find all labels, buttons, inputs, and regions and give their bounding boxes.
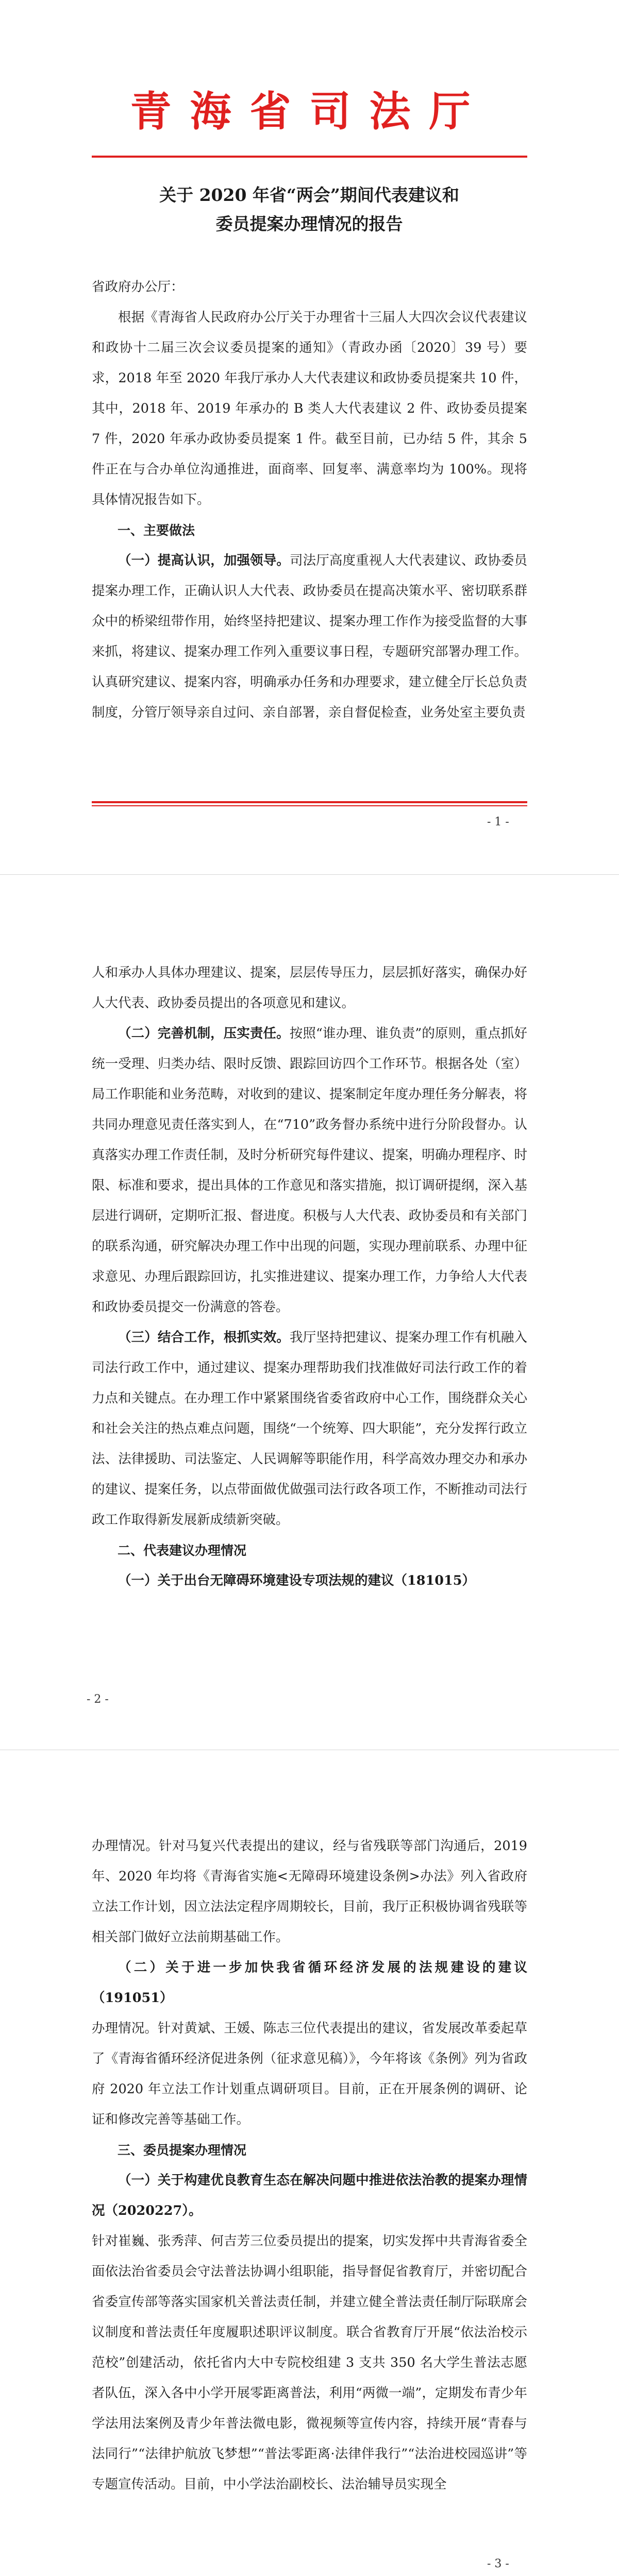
page-1	[0, 0, 619, 873]
subheading-2-2: （二）关于进一步加快我省循环经济发展的法规建设的建议（191051）	[92, 1960, 527, 2006]
document-title-line-2: 委员提案办理情况的报告	[215, 214, 403, 234]
paragraph-1-1-text: 司法厅高度重视人大代表建议、政协委员提案办理工作，正确认识人大代表、政协委员在提高决策水平、密切联系群众中的桥梁纽带作用，始终坚持把建议、提案办理工作作为接受监督的大事来抓，将建议、提案办理工作列入重要议事日程，专题研究部署办理工作。认真研究建议、提案内容，明确承办任务和办理要求，建立健全厅长总负责制度，分管厅领导亲自过问、亲自部署，亲自督促检查，业务处室主要负责	[92, 553, 527, 720]
paragraph-2-1-text: 办理情况。针对马复兴代表提出的建议，经与省残联等部门沟通后，2019 年、2020 年均将《青海省实施<无障碍环境建设条例>办法》列入省政府立法工作计划，因立法法定程序周期较长，目前，我厅正积极协调省残联等相关部门做好立法前期基础工作。	[92, 1838, 527, 1945]
section-heading-3: 三、委员提案办理情况	[118, 2143, 247, 2158]
paragraph-1-3-text: 我厅坚持把建议、提案办理工作有机融入司法行政工作中，通过建议、提案办理帮助我们找准做好司法行政工作的着力点和关键点。在办理工作中紧紧围绕省委省政府中心工作，围绕群众关心和社会关注的热点难点问题，围绕“一个统筹、四大职能”，充分发挥行政立法、法律援助、司法鉴定、人民调解等职能作用，科学高效办理交办和承办的建议、提案任务，以点带面做优做强司法行政各项工作，不断推动司法行政工作取得新发展新成绩新突破。	[92, 1330, 527, 1528]
subheading-1-3: （三）结合工作，根抓实效。	[118, 1330, 290, 1345]
page-1-body	[92, 272, 527, 728]
paragraph-2-2-text: 办理情况。针对黄斌、王媛、陈志三位代表提出的建议，省发展改革委起草了《青海省循环经济促进条例（征求意见稿）》，今年将该《条例》列为省政府 2020 年立法工作计划重点调研项目。目前，正在开展条例的调研、论证和修改完善等基础工作。	[92, 2021, 527, 2127]
paragraph-1-2-text: 按照“谁办理、谁负责”的原则，重点抓好统一受理、归类办结、限时反馈、跟踪回访四个工作环节。根据各处（室）局工作职能和业务范畴，对收到的建议、提案制定年度办理任务分解表，将共同办理意见责任落实到人，在“710”政务督办系统中进行分阶段督办。认真落实办理工作责任制，及时分析研究每件建议、提案，明确办理程序、时限、标准和要求，提出具体的工作意见和落实措施，拟订调研提纲，深入基层进行调研，定期听汇报、督进度。积极与人大代表、政协委员和有关部门的联系沟通，研究解决办理工作中出现的问题，实现办理前联系、办理中征求意见、办理后跟踪回访，扎实推进建议、提案办理工作，力争给人大代表和政协委员提交一份满意的答卷。	[92, 1026, 527, 1315]
page-number: - 3 -	[487, 2557, 509, 2570]
document-title-line-1: 关于 2020 年省“两会”期间代表建议和	[159, 185, 459, 205]
page-2-body	[92, 958, 527, 1596]
paragraph-1-2	[92, 1019, 527, 1323]
page-3	[0, 1751, 619, 2576]
subheading-1-2: （二）完善机制，压实责任。	[118, 1026, 290, 1041]
page-number: - 2 -	[87, 1693, 109, 1706]
footer-red-rule-thick	[92, 801, 527, 803]
page-2	[0, 875, 619, 1749]
subheading-2-1: （一）关于出台无障碍环境建设专项法规的建议（181015）	[118, 1573, 475, 1588]
section-heading-2: 二、代表建议办理情况	[118, 1543, 247, 1558]
paragraph-3-1-text: 针对崔巍、张秀萍、何吉芳三位委员提出的提案，切实发挥中共青海省委全面依法治省委员会守法普法协调小组职能，指导督促省教育厅，并密切配合省委宣传部等落实国家机关普法责任制，并建立健全普法责任制厅际联席会议制度和普法责任年度履职述职评议制度。联合省教育厅开展“依法治校示范校”创建活动，依托省内大中专院校组建 3 支共 350 名大学生普法志愿者队伍，深入各中小学开展零距离普法，利用“两微一端”，定期发布青少年学法用法案例及青少年普法微电影，微视频等宣传内容，持续开展“青春与法同行”“法律护航放飞梦想”“普法零距离·法律伴我行”“法治进校园巡讲”等专题宣传活动。目前，中小学法治副校长、法治辅导员实现全	[92, 2233, 527, 2492]
intro-paragraph: 根据《青海省人民政府办公厅关于办理省十三届人大四次会议代表建议和政协十二届三次会议委员提案的通知》（青政办函〔2020〕39 号）要求，2018 年至 2020 年我厅承办人大代表建议和政协委员提案共 10 件，其中，2018 年、2019 年承办的 B 类人大代表建议 2 件、政协委员提案 7 件，2020 年承办政协委员提案 1 件。截至目前，已办结 5 件，其余 5 件正在与合办单位沟通推进，面商率、回复率、满意率均为 100%。现将具体情况报告如下。	[92, 310, 527, 507]
salutation: 省政府办公厅：	[92, 279, 184, 295]
page-3-body	[92, 1831, 527, 2500]
section-heading-1: 一、主要做法	[118, 523, 195, 538]
agency-masthead: 青海省司法厅	[130, 87, 489, 135]
page-separator	[0, 874, 619, 875]
footer-red-rule-thin	[92, 805, 527, 806]
subheading-3-1: （一）关于构建优良教育生态在解决问题中推进依法治教的提案办理情况（2020227）。	[92, 2173, 527, 2218]
paragraph-1-1-continued: 人和承办人具体办理建议、提案，层层传导压力，层层抓好落实，确保办好人大代表、政协委员提出的各项意见和建议。	[92, 965, 527, 1011]
paragraph-1-1	[92, 546, 527, 728]
subheading-1-1: （一）提高认识，加强领导。	[118, 553, 290, 568]
page-number: - 1 -	[487, 816, 509, 828]
paragraph-1-3	[92, 1323, 527, 1535]
masthead-red-rule	[92, 156, 527, 158]
